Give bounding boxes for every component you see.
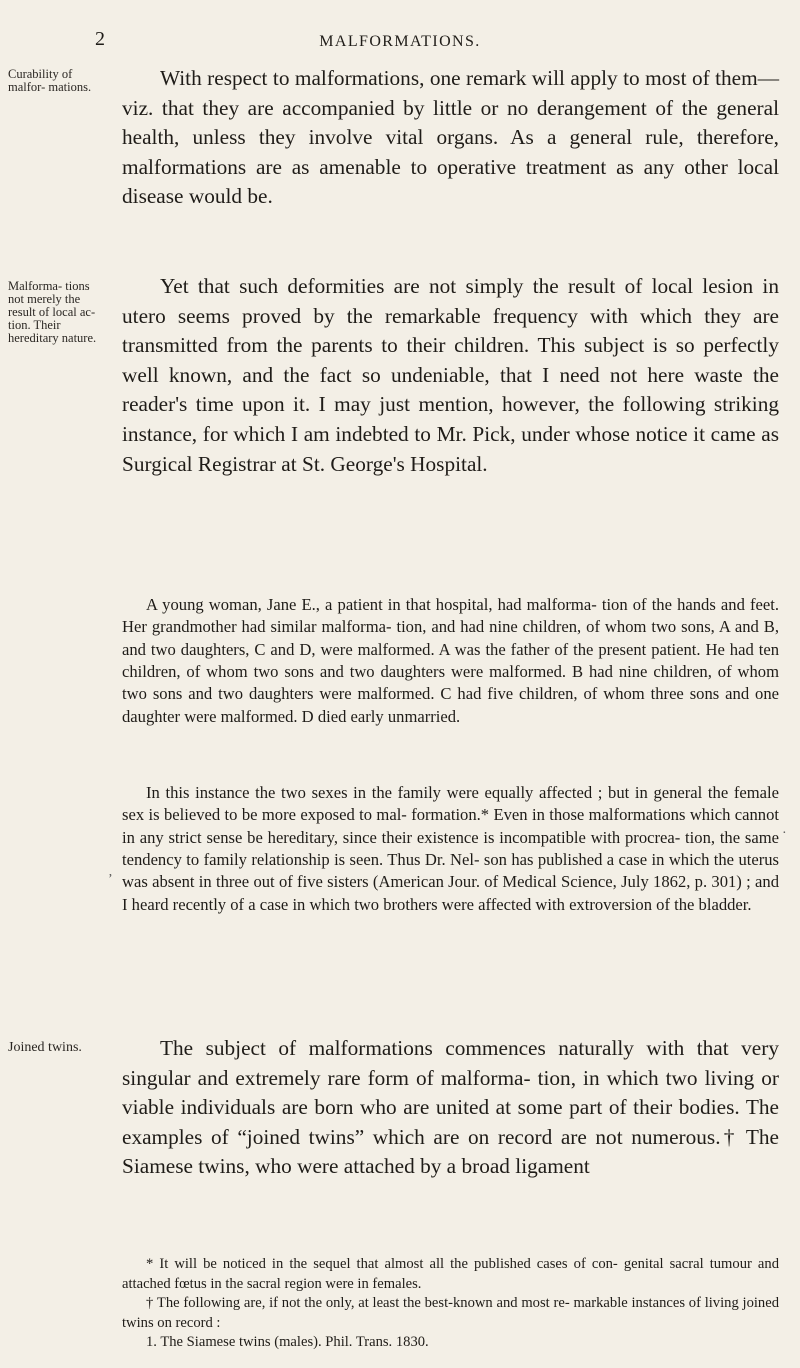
page-number: 2 (95, 28, 105, 50)
footnote-2: † The following are, if not the only, at least the best-known and most re- markable instances of living joined twins on record : (122, 1295, 779, 1331)
paragraph-joined-twins: The subject of malformations commences naturally with that very singular and extremely rare form of malforma- tion, in which two living or viable individuals are born who are united at some part of their bodies. The examples of “joined twins” which are on record are not numerous.† The Siamese twins, who were attached by a broad ligament (122, 1036, 779, 1179)
paragraph-hereditary: Yet that such deformities are not simply the result of local lesion in utero seems proved by the remarkable frequency with which they are transmitted from the parents to their children. This subject is so perfectly well known, and the fact so undeniable, that I need not here waste the reader's time upon it. I may just mention, however, the following striking instance, for which I am indebted to Mr. Pick, under whose notice it came as Surgical Registrar at St. George's Hospital. (122, 274, 779, 476)
margin-mark-1: · (782, 826, 787, 841)
margin-note-joined-twins: Joined twins. (8, 1040, 82, 1055)
paragraph-curability: With respect to malformations, one remark will apply to most of them—viz. that they are accompanied by little or no derangement of the general health, unless they involve vital organs. As a general rule, therefore, malformations are as amenable to operative treatment as any other local disease would be. (122, 66, 779, 209)
margin-note-curability: Curability of malfor- mations. (8, 67, 92, 94)
footnote-3: 1. The Siamese twins (males). Phil. Trans. 1830. (146, 1334, 429, 1350)
margin-note-not-local: Malforma- tions not merely the result of local ac- tion. Their hereditary nature. (8, 279, 97, 345)
running-title: MALFORMATIONS. (319, 33, 481, 50)
footnote-1: * It will be noticed in the sequel that almost all the published cases of con- genital sacral tumour and attached fœtus in the sacral region were in females. (122, 1256, 779, 1292)
case-report-jane-e: A young woman, Jane E., a patient in that hospital, had malforma- tion of the hands and feet. Her grandmother had similar malforma- tion, and had nine children, of whom two sons, A and B, and two daughters, C and D, were malformed. A was the father of the present patient. He had ten children, of whom two sons and two daughters were malformed. B had nine children, of whom two sons and two daughters were malformed. C had five children, of whom three sons and one daughter were malformed. D died early unmarried. (122, 595, 779, 726)
margin-mark-2: ʼ (108, 872, 113, 887)
case-commentary: In this instance the two sexes in the family were equally affected ; but in general the female sex is believed to be more exposed to mal- formation.* Even in those malformations which cannot in any strict sense be hereditary, since their existence is incompatible with procrea- tion, the same tendency to family relationship is seen. Thus Dr. Nel- son has published a case in which the uterus was absent in three out of five sisters (American Jour. of Medical Science, July 1862, p. 301) ; and I heard recently of a case in which two brothers were affected with extroversion of the bladder. (122, 783, 779, 914)
